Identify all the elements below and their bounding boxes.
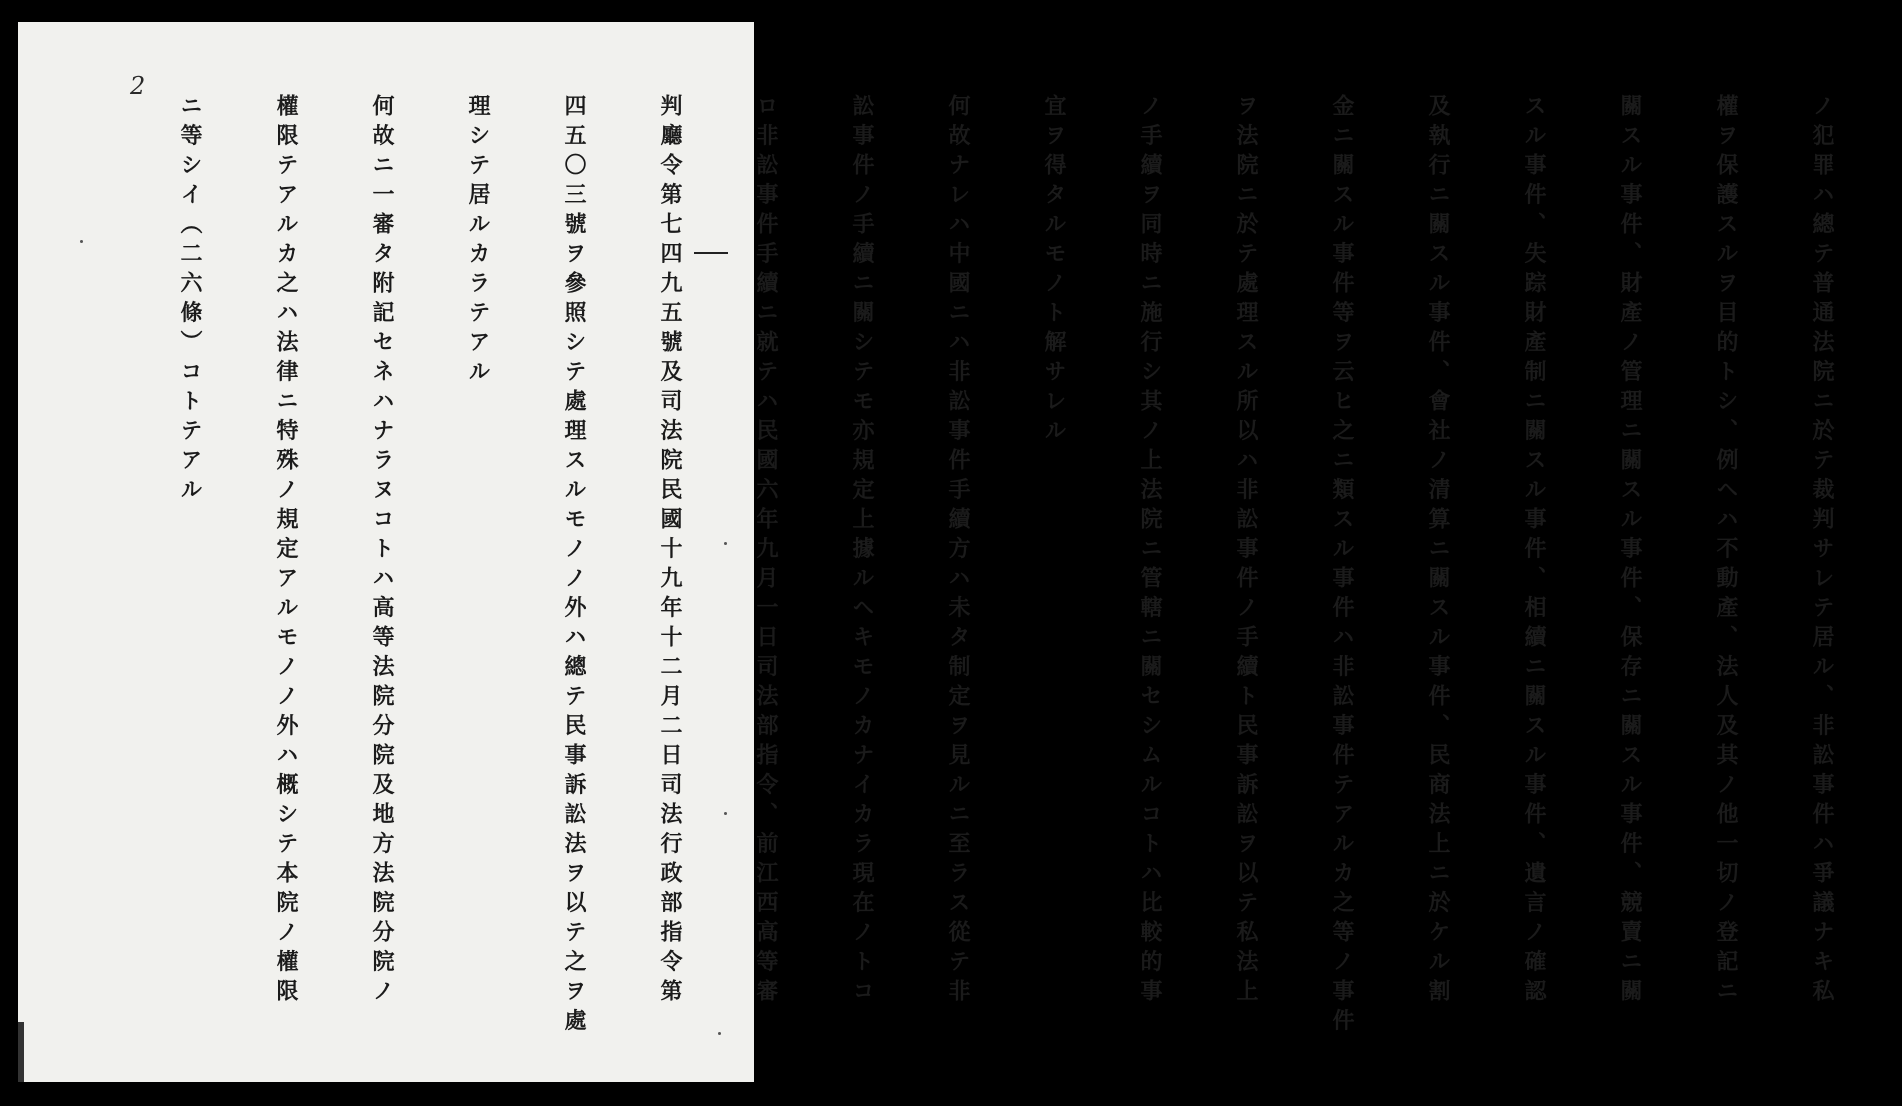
text-column: ニ等シイ（二六條）コトテアル bbox=[177, 94, 203, 507]
text-column: 判廳令第七四九五號及司法院民國十九年十二月二日司法行政部指令第 bbox=[657, 94, 683, 1009]
scan-speck bbox=[80, 240, 83, 243]
text-column: ノ手續ヲ同時ニ施行シ其ノ上法院ニ管轄ニ關セシムルコトハ比較的事 bbox=[1137, 94, 1163, 1009]
text-column: ヲ法院ニ於テ處理スル所以ハ非訟事件ノ手續ト民事訴訟ヲ以テ私法上 bbox=[1233, 94, 1259, 1009]
scan-speck bbox=[718, 1032, 721, 1035]
text-column: 何故ニ一審タ附記セネハナラヌコトハ高等法院分院及地方法院分院ノ bbox=[369, 94, 395, 1009]
text-column: 訟事件ノ手續ニ關シテモ亦規定上據ルヘキモノカナイカラ現在ノトコ bbox=[849, 94, 875, 1009]
scan-mark bbox=[18, 1022, 24, 1082]
text-column: 宜ヲ得タルモノト解サレル bbox=[1041, 94, 1067, 448]
text-column: 理シテ居ルカラテアル bbox=[465, 94, 491, 389]
text-column: ロ非訟事件手續ニ就テハ民國六年九月一日司法部指令、前江西高等審 bbox=[753, 94, 779, 1009]
scan-mark bbox=[694, 252, 728, 254]
text-column: 權限テアルカ之ハ法律ニ特殊ノ規定アルモノノ外ハ概シテ本院ノ權限 bbox=[273, 94, 299, 1009]
text-column: 金ニ關スル事件等ヲ云ヒ之ニ類スル事件ハ非訟事件テアルカ之等ノ事件 bbox=[1329, 94, 1355, 1038]
text-column: スル事件、失踪財產制ニ關スル事件、相續ニ關スル事件、遺言ノ確認 bbox=[1521, 94, 1547, 1009]
text-column: 關スル事件、財產ノ管理ニ關スル事件、保存ニ關スル事件、競賣ニ關 bbox=[1617, 94, 1643, 1009]
text-column: 何故ナレハ中國ニハ非訟事件手續方ハ未タ制定ヲ見ルニ至ラス從テ非 bbox=[945, 94, 971, 1009]
page-number: 2 bbox=[130, 72, 146, 100]
scan-speck bbox=[724, 542, 727, 545]
text-column: 及執行ニ關スル事件、會社ノ清算ニ關スル事件、民商法上ニ於ケル割 bbox=[1425, 94, 1451, 1009]
scan-speck bbox=[724, 812, 727, 815]
text-column: ノ犯罪ハ總テ普通法院ニ於テ裁判サレテ居ル、非訟事件ハ爭議ナキ私 bbox=[1809, 94, 1835, 1009]
document-page bbox=[18, 22, 1835, 1082]
text-column: 四五〇三號ヲ參照シテ處理スルモノノ外ハ總テ民事訴訟法ヲ以テ之ヲ處 bbox=[561, 94, 587, 1038]
vertical-text-body bbox=[110, 94, 1902, 1038]
text-column: 權ヲ保護スルヲ目的トシ、例ヘハ不動產、法人及其ノ他一切ノ登記ニ bbox=[1713, 94, 1739, 1009]
